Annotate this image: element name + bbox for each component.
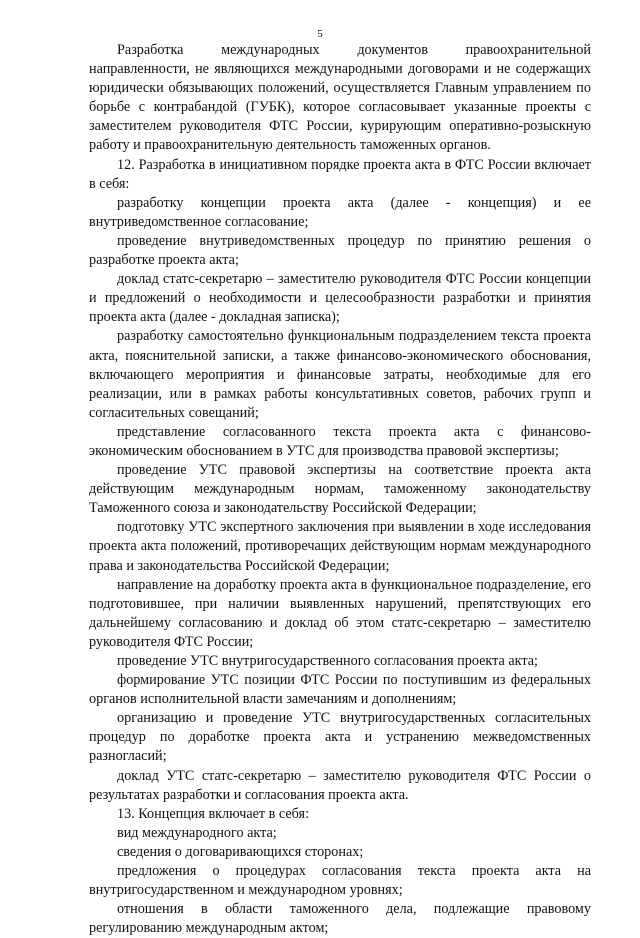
list-item-concept-development: разработку концепции проекта акта (далее - концепция) и ее внутриведомственное согласование; <box>89 194 591 230</box>
list-item-act-type: вид международного акта; <box>117 824 277 841</box>
list-item-parties: сведения о договаривающихся сторонах; <box>117 843 364 860</box>
list-item-approval-proposals: предложения о процедурах согласования текста проекта акта на внутригосударственном и международном уровнях; <box>89 863 591 899</box>
list-item-submission-to-uts: представление согласованного текста проекта акта с финансово-экономическим обоснованием в УТС для производства правовой экспертизы; <box>89 423 591 459</box>
list-item-legal-expertise: проведение УТС правовой экспертизы на соответствие проекта акта действующим международным нормам, таможенному законодательству Таможенного союза и законодательству Российской Федерации; <box>89 462 591 517</box>
list-item-conciliation-procedures: организацию и проведение УТС внутригосударственных согласительных процедур по доработке проекта акта и устранению межведомственных разногласий; <box>89 710 591 765</box>
page-number: 5 <box>317 28 323 40</box>
paragraph-item-13: 13. Концепция включает в себя: <box>117 805 310 822</box>
list-item-expert-opinion: подготовку УТС экспертного заключения при выявлении в ходе исследования проекта акта положений, противоречащих действующим нормам международного права и законодательства Российской Федерации; <box>89 519 591 574</box>
list-item-fts-position: формирование УТС позиции ФТС России по поступившим из федеральных органов исполнительной власти замечаниям и дополнениям; <box>89 672 591 708</box>
document-body <box>89 41 591 938</box>
list-item-return-for-revision: направление на доработку проекта акта в функциональное подразделение, его подготовившее, при наличии выявленных нарушений, препятствующих его дальнейшему согласованию и доклад об этом статс-секретарю – заместителю руководителя ФТС России; <box>89 576 591 650</box>
paragraph-intro: Разработка международных документов правоохранительной направленности, не являющихся международными договорами и не содержащих юридически обязывающих положений, осуществляется Главным управлением по борьбе с контрабандой (ГУБК), которое согласовывает указанные проекты с заместителем руководителя ФТС России, курирующим оперативно-розыскную работу и правоохранительную деятельность таможенных органов. <box>89 42 591 154</box>
list-item-text-development: разработку самостоятельно функциональным подразделением текста проекта акта, пояснительной записки, а также финансово-экономического обоснования, включающего мероприятия и финансовые затраты, необходимые для его реализации, или в рамках работы консультативных советов, рабочих групп и согласительных совещаний; <box>89 328 591 421</box>
list-item-report-to-state-secretary: доклад статс-секретарю – заместителю руководителя ФТС России концепции и предложений о необходимости и целесообразности разработки и принятия проекта акта (далее - докладная записка); <box>89 271 591 326</box>
paragraph-item-12: 12. Разработка в инициативном порядке проекта акта в ФТС России включает в себя: <box>89 156 591 192</box>
list-item-regulated-relations: отношения в области таможенного дела, подлежащие правовому регулированию международным актом; <box>89 901 591 937</box>
list-item-final-report: доклад УТС статс-секретарю – заместителю руководителя ФТС России о результатах разработки и согласования проекта акта. <box>89 767 591 803</box>
list-item-internal-procedures: проведение внутриведомственных процедур по принятию решения о разработке проекта акта; <box>89 232 591 269</box>
list-item-domestic-approval: проведение УТС внутригосударственного согласования проекта акта; <box>117 653 538 669</box>
